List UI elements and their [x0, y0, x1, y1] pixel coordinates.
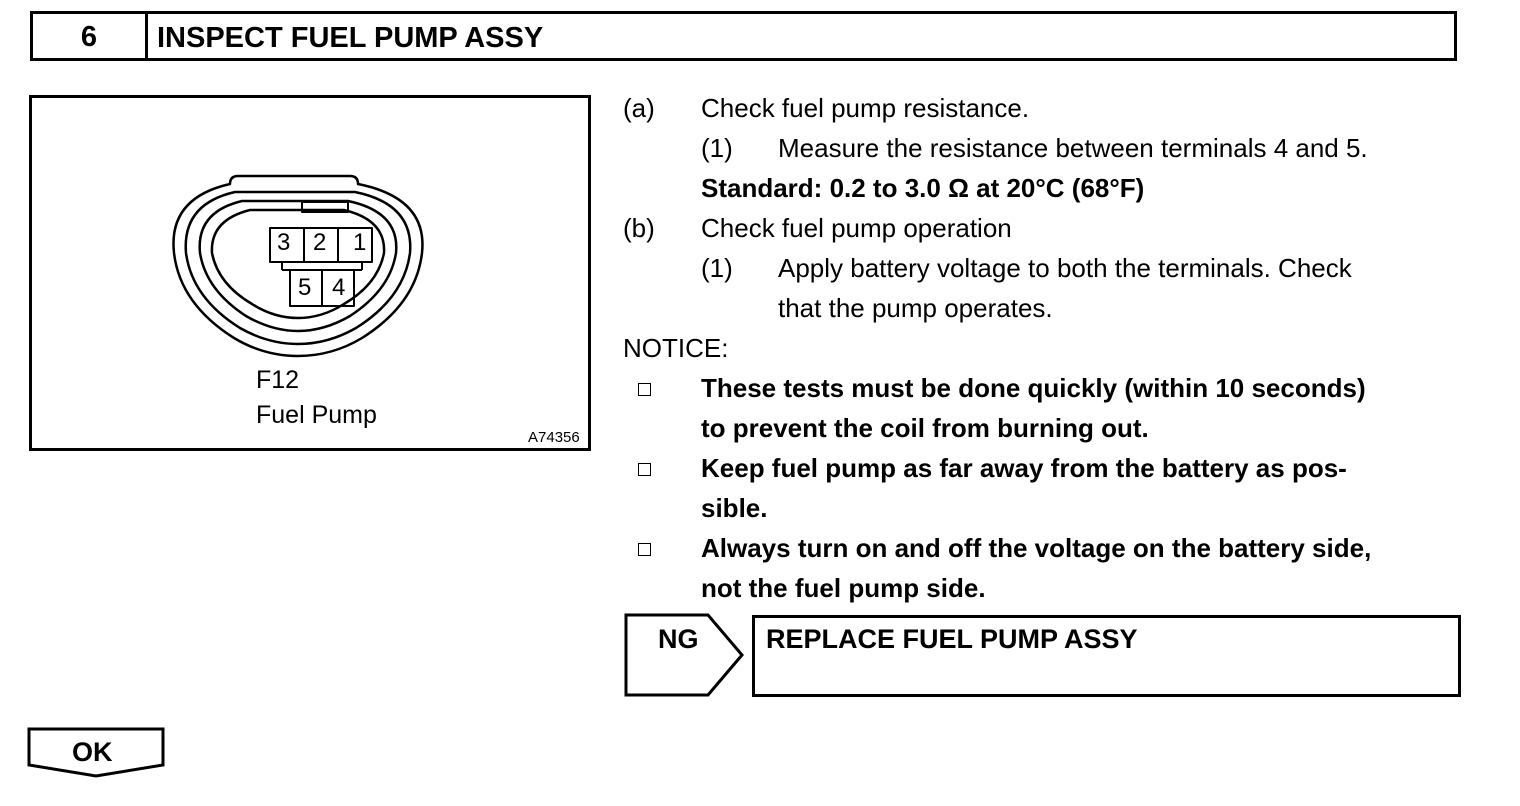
step-b1-marker: (1): [701, 253, 733, 283]
step-a1-marker: (1): [701, 133, 733, 163]
notice-item-2-line1: Keep fuel pump as far away from the battery as pos-: [701, 453, 1347, 483]
step-a-marker: (a): [623, 93, 655, 123]
step-title: INSPECT FUEL PUMP ASSY: [157, 22, 544, 54]
ok-label: OK: [72, 737, 113, 767]
illustration-code: A74356: [528, 429, 580, 446]
step-header: [30, 11, 1457, 61]
ng-action-text: REPLACE FUEL PUMP ASSY: [766, 624, 1138, 654]
terminal-label-1: 1: [353, 229, 367, 256]
notice-item-3-line2: not the fuel pump side.: [701, 573, 986, 603]
terminal-label-4: 4: [332, 274, 346, 301]
notice-item-3-line1: Always turn on and off the voltage on the battery side,: [701, 533, 1372, 563]
ng-label: NG: [658, 624, 699, 654]
connector-name: Fuel Pump: [256, 401, 377, 429]
notice-bullet-3: [638, 543, 651, 556]
connector-id: F12: [256, 366, 300, 394]
terminal-label-5: 5: [298, 274, 312, 301]
connector-outline-2: [186, 192, 411, 344]
notice-item-1-line2: to prevent the coil from burning out.: [701, 413, 1149, 443]
notice-bullet-1: [638, 383, 651, 396]
step-number: 6: [33, 14, 148, 58]
step-b-marker: (b): [623, 213, 655, 243]
step-b1-line1: Apply battery voltage to both the terminals. Check: [778, 253, 1352, 283]
standard-spec: Standard: 0.2 to 3.0 Ω at 20°C (68°F): [701, 173, 1145, 203]
terminal-bridge: [282, 262, 362, 270]
notice-item-1-line1: These tests must be done quickly (within 10 seconds): [701, 373, 1366, 403]
notice-item-2-line2: sible.: [701, 493, 768, 523]
notice-bullet-2: [638, 463, 651, 476]
terminal-label-2: 2: [313, 229, 327, 256]
terminal-label-3: 3: [277, 229, 291, 256]
step-a1-text: Measure the resistance between terminals 4 and 5.: [778, 133, 1368, 163]
notice-heading: NOTICE:: [623, 333, 729, 363]
connector-diagram: [32, 98, 588, 448]
step-a-text: Check fuel pump resistance.: [701, 93, 1030, 123]
connector-figure: [29, 95, 591, 451]
step-b-text: Check fuel pump operation: [701, 213, 1012, 243]
step-b1-line2: that the pump operates.: [778, 293, 1053, 323]
